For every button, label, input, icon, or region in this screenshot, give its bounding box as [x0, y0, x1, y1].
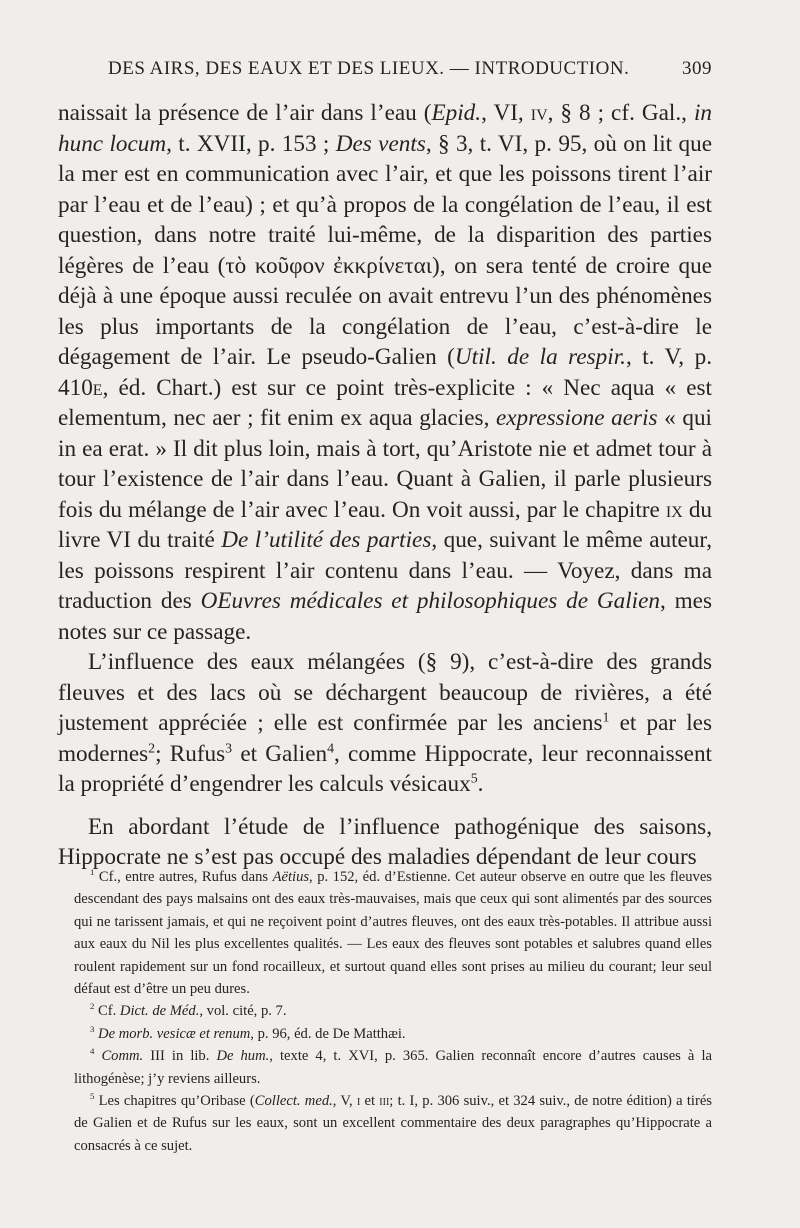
footnote-2 — [74, 1000, 712, 1022]
roman-numeral: i — [356, 1093, 361, 1110]
text-run: , comme Hippocrate, leur reconnaissent la propriété d’engendrer les calculs vésicaux — [58, 740, 712, 797]
text-run: « qui in ea erat. » Il dit plus loin, mais à tort, qu’Aristote nie et admet tour à tour l’existence de l’air dans l’eau. Quant à Galien, il parle plusieurs fois du mélange de l’air avec l’eau. On voit aussi, par le chapitre — [58, 405, 712, 523]
footnote-number: 1 — [90, 867, 95, 878]
italic-citation: De hum. — [216, 1048, 270, 1065]
text-run: , p. 152, éd. d’Estienne. Cet auteur observe en outre que les fleuves descendant des pays malsains ont des eaux très-mauvaises, mais que ceux qui sont alimentés par des sources qui ne tarissent jamais, et qui ne reçoivent point d’autres fleuves, ont des eaux très-potables. Il attribue aussi aux eaux du Nil les plus excellentes qualités. — Les eaux des fleuves sont potables et salubres quand elles roulent rapidement sur un fond rocailleux, et surtout quand elles sont prises au milieu du courant; leur seul défaut est d’être un peu dures. — [74, 869, 712, 998]
footnotes — [74, 866, 712, 1157]
footnote-number: 2 — [90, 1001, 95, 1012]
text-run: , texte 4, t. XVI, p. 365. Galien reconnaît encore d’autres causes à la lithogénèse; j’y reviens ailleurs. — [74, 1048, 712, 1087]
footnote-ref: 1 — [602, 710, 610, 726]
text-run: et — [360, 1093, 380, 1110]
text-run: , mes notes sur ce passage. — [58, 588, 712, 645]
italic-title: De l’utilité des parties — [221, 527, 432, 553]
text-run: En abordant l’étude de l’influence pathogénique des saisons, Hippocrate ne s’est pas occupé des maladies dépendant de leur cours — [58, 813, 712, 870]
footnote-5 — [74, 1090, 712, 1157]
italic-citation: Dict. de Méd. — [119, 1003, 200, 1020]
footnote-number: 4 — [90, 1046, 95, 1057]
paragraph-1 — [58, 98, 712, 647]
text-run: , t. XVII, p. 153 ; — [166, 130, 336, 157]
text-run: et par les modernes — [58, 710, 712, 767]
italic-citation: Des vents — [335, 130, 426, 157]
footnote-ref: 4 — [327, 740, 335, 756]
italic-citation: in hunc locum — [58, 100, 712, 157]
italic-quote: expressione aeris — [495, 405, 658, 431]
text-run: , § 8 ; cf. Gal., — [547, 100, 694, 126]
footnote-number: 5 — [90, 1091, 95, 1102]
paragraph-2 — [58, 647, 712, 800]
italic-citation: Aëtius — [272, 869, 310, 885]
italic-citation: Epid. — [431, 100, 482, 126]
running-header — [108, 58, 712, 80]
footnote-4 — [74, 1045, 712, 1090]
italic-citation: Util. de la respir. — [454, 344, 626, 370]
text-run: , § 3, t. VI, p. 95, où on lit que la mer est en communication avec l’air, et que les poissons tirent l’air par l’eau et de l’eau) ; et qu’à propos de la congélation de l’eau, il est question, dans notre traité lui-même, de la disparition des parties légères de l’eau (τὸ κοῦφον ἐκκρίνεται), on sera tenté de croire que déjà à une époque aussi reculée on avait entrevu l’un des phénomènes les plus importants de la congélation de l’eau, c’est-à-dire le dégagement de l’air. Le pseudo-Galien ( — [58, 130, 712, 370]
text-run: III in lib. — [143, 1048, 217, 1065]
footnote-1 — [74, 866, 712, 1000]
text-run: , que, suivant le même auteur, les poissons respirent l’air contenu dans l’eau. — Voyez, dans ma traduction des — [58, 527, 712, 614]
text-run: , vol. cité, p. 7. — [199, 1003, 287, 1020]
running-title: DES AIRS, DES EAUX ET DES LIEUX. — INTRODUCTION. — [108, 58, 630, 79]
text-run: naissait la présence de l’air dans l’eau ( — [58, 100, 432, 126]
text-run: . — [477, 771, 484, 797]
footnote-number: 3 — [90, 1023, 95, 1034]
paragraph-3 — [58, 812, 712, 873]
italic-title: OEuvres médicales et philosophiques de Galien — [200, 588, 660, 614]
text-run: , V, — [332, 1093, 357, 1110]
text-run: ; t. I, p. 306 suiv., et 324 suiv., de notre édition) a tirés de Galien et de Rufus sur les eaux, sont un excellent commentaire des deux paragraphes qu’Hippocrate a consacrés à ce sujet. — [74, 1093, 712, 1154]
text-run: , VI, — [481, 100, 531, 126]
main-text — [58, 98, 712, 873]
footnote-3 — [74, 1023, 712, 1045]
page-number: 309 — [682, 58, 712, 79]
italic-citation: Comm. — [101, 1048, 144, 1065]
roman-numeral: iv — [530, 100, 548, 126]
text-run: , t. V, p. 410 — [58, 344, 712, 401]
text-run: Les chapitres qu’Oribase ( — [94, 1093, 255, 1110]
italic-citation: Collect. med. — [254, 1093, 333, 1110]
text-run: du livre VI du traité — [58, 496, 713, 553]
text-run: L’influence des eaux mélangées (§ 9), c’est-à-dire des grands fleuves et des lacs où se déchargent beaucoup de rivières, a été justement appréciée ; elle est confirmée par les anciens — [58, 649, 712, 736]
text-run: , éd. Chart.) est sur ce point très-explicite : « Nec aqua « est elementum, nec aer ; fit enim ex aqua glacies, — [58, 374, 712, 431]
footnote-ref: 5 — [470, 771, 478, 787]
text-run: , p. 96, éd. de De Matthæi. — [250, 1025, 406, 1042]
footnote-ref: 3 — [225, 740, 233, 756]
text-run: et Galien — [232, 740, 328, 767]
roman-numeral: iii — [379, 1093, 390, 1110]
text-run: Cf., entre autres, Rufus dans — [94, 869, 273, 885]
italic-citation: De morb. vesicæ et renum — [98, 1025, 251, 1042]
small-caps-letter: e — [92, 374, 103, 401]
text-run: ; Rufus — [155, 740, 226, 767]
roman-numeral: ix — [665, 496, 683, 523]
footnote-ref: 2 — [148, 740, 156, 756]
text-run: Cf. — [94, 1003, 120, 1020]
